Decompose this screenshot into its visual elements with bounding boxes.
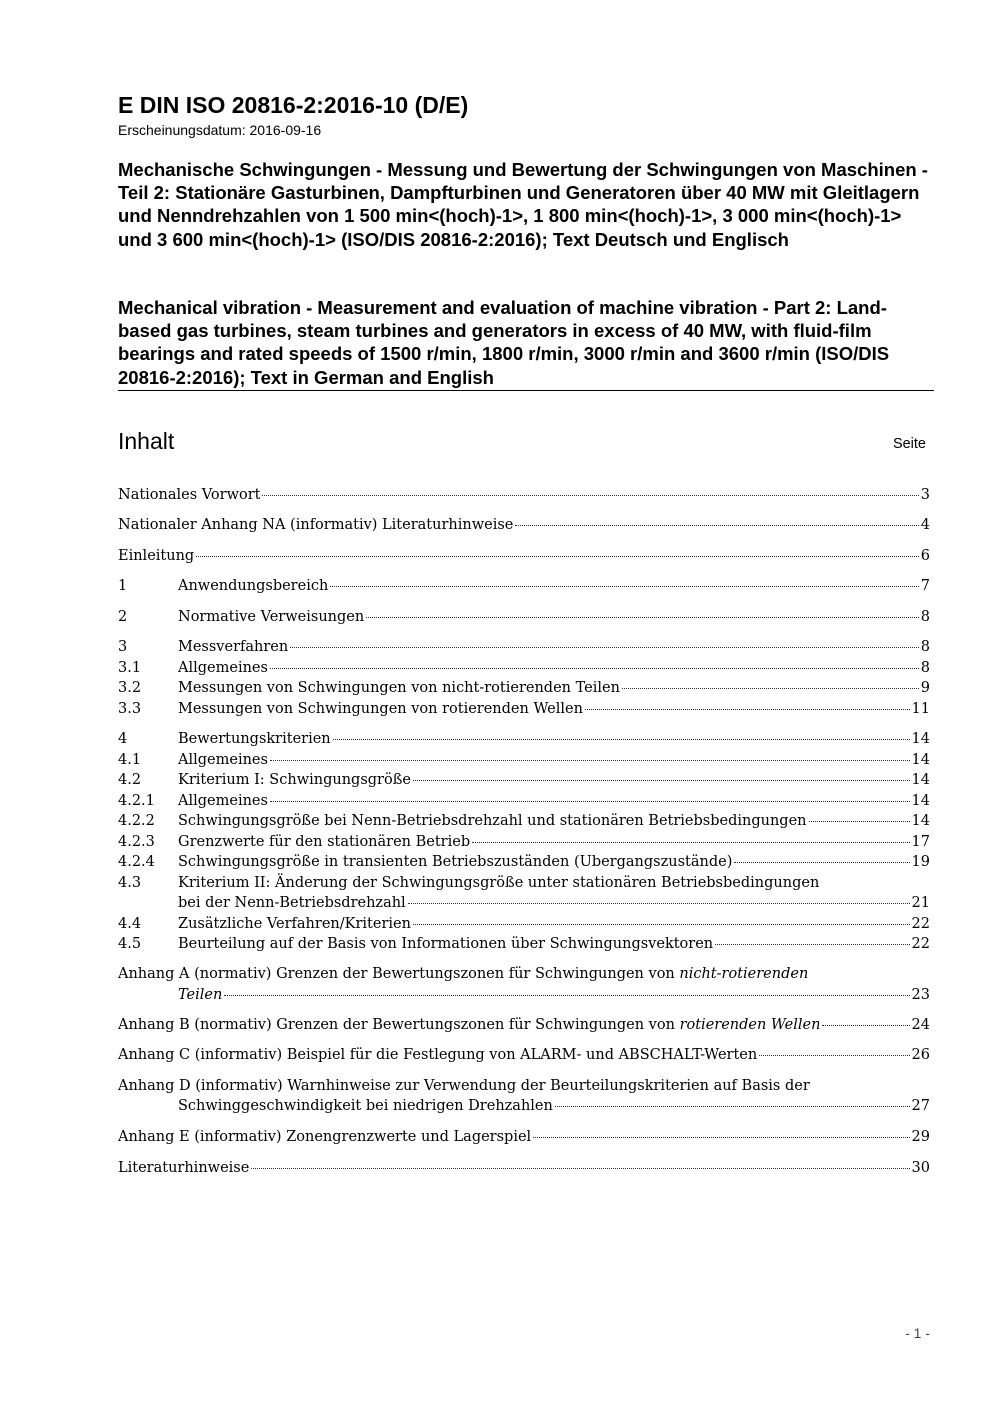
- toc-entry-page: 22: [911, 916, 930, 932]
- toc-entry-number: 4.2: [118, 772, 142, 788]
- title-german: Mechanische Schwingungen - Messung und Bewertung der Schwingungen von Maschinen - Teil 2: Stationäre Gasturbinen, Dampfturbinen und Generatoren über 40 MW mit Gleitlagern und Nenndrehzahlen von 1 500 min<(hoch)-1>, 1 800 min<(hoch)-1>, 3 000 min<(hoch)-1> und 3 600 min<(hoch)-1> (ISO/DIS 20816-2:2016); Text Deutsch und Englisch: [118, 159, 928, 250]
- toc-entry-page: 17: [911, 834, 930, 850]
- toc-entry-page: 8: [920, 660, 930, 676]
- toc-entry-page: 30: [911, 1160, 930, 1176]
- toc-entry-page: 3: [920, 487, 930, 503]
- toc-entry-text: Anhang C (informativ) Beispiel für die Festlegung von ALARM- und ABSCHALT-Werten: [118, 1047, 758, 1063]
- toc-entry[interactable]: [118, 517, 930, 536]
- toc-entry-number: 3.1: [118, 660, 142, 676]
- toc-heading: Inhalt: [118, 428, 175, 454]
- toc-leader: [366, 617, 919, 618]
- toc-entry-text: Kriterium I: Schwingungsgröße: [178, 772, 411, 788]
- toc-entry[interactable]: [118, 1160, 930, 1179]
- toc-entry-page: 6: [920, 548, 930, 564]
- toc-leader: [555, 1106, 910, 1107]
- toc-leader: [715, 944, 909, 945]
- toc-entry-text: Allgemeines: [178, 752, 268, 768]
- toc-entry-text: Messverfahren: [178, 639, 289, 655]
- toc-entry-text: Einleitung: [118, 548, 195, 564]
- toc-entry-text: Normative Verweisungen: [178, 609, 365, 625]
- toc-entry-text: Anwendungsbereich: [178, 578, 329, 594]
- toc-entry[interactable]: [118, 487, 930, 506]
- toc-entry-text: Schwingungsgröße bei Nenn-Betriebsdrehzahl und stationären Betriebsbedingungen: [178, 813, 807, 829]
- toc-leader: [224, 995, 909, 996]
- toc-entry[interactable]: [118, 639, 930, 658]
- toc-entry-number: 3: [118, 639, 128, 655]
- toc-entry-page: 14: [911, 772, 930, 788]
- toc-leader: [196, 556, 919, 557]
- title-divider: [118, 390, 934, 391]
- toc-entry-page: 4: [920, 517, 930, 533]
- toc-entry-page: 23: [911, 987, 930, 1003]
- toc-entry-text: Nationaler Anhang NA (informativ) Literaturhinweise: [118, 517, 514, 533]
- toc-entry-text: Anhang B (normativ) Grenzen der Bewertungszonen für Schwingungen von: [118, 1017, 680, 1033]
- toc-entry[interactable]: [118, 548, 930, 567]
- toc-entry-number: 4.2.1: [118, 793, 155, 809]
- toc-entry-text: Beurteilung auf der Basis von Informationen über Schwingungsvektoren: [178, 936, 714, 952]
- toc-entry-text: Kriterium II: Änderung der Schwingungsgröße unter stationären Betriebsbedingungen: [178, 875, 820, 891]
- toc-leader: [515, 525, 918, 526]
- toc-leader: [270, 668, 919, 669]
- toc-entry[interactable]: [118, 936, 930, 955]
- toc-entry-number: 4.2.4: [118, 854, 155, 870]
- toc-entry-text: Allgemeines: [178, 793, 268, 809]
- toc-entry[interactable]: [118, 660, 930, 679]
- toc-entry[interactable]: [118, 895, 930, 914]
- toc-entry[interactable]: [118, 1098, 930, 1117]
- toc-leader: [759, 1055, 909, 1056]
- toc-entry-number: 3.3: [118, 701, 142, 717]
- toc-entry-text: Grenzwerte für den stationären Betrieb: [178, 834, 471, 850]
- toc-entry-number: 4.2.2: [118, 813, 155, 829]
- toc-leader: [622, 688, 919, 689]
- toc-entry-number: 4.1: [118, 752, 142, 768]
- toc-entry-number: 4.2.3: [118, 834, 155, 850]
- document-title: E DIN ISO 20816-2:2016-10 (D/E): [118, 92, 469, 118]
- toc-leader: [533, 1137, 909, 1138]
- publication-date: Erscheinungsdatum: 2016-09-16: [118, 122, 322, 138]
- toc-leader: [809, 821, 910, 822]
- toc-leader: [330, 586, 918, 587]
- toc-entry-page: 24: [911, 1017, 930, 1033]
- toc-entry-text: Anhang A (normativ) Grenzen der Bewertungszonen für Schwingungen von: [118, 966, 680, 982]
- toc-entry[interactable]: [118, 793, 930, 812]
- toc-entry-number: 4: [118, 731, 128, 747]
- toc-entry-first-line: [118, 875, 930, 891]
- toc-entry-text: bei der Nenn-Betriebsdrehzahl: [178, 895, 406, 911]
- toc-entry[interactable]: [118, 1129, 930, 1148]
- toc-entry-page: 14: [911, 813, 930, 829]
- toc-entry-number: 4.5: [118, 936, 142, 952]
- page-number: - 1 -: [905, 1325, 930, 1341]
- toc-entry-page: 27: [911, 1098, 930, 1114]
- toc-entry-page: 29: [911, 1129, 930, 1145]
- toc-entry-page: 21: [911, 895, 930, 911]
- toc-leader: [734, 862, 909, 863]
- toc-leader: [270, 760, 910, 761]
- toc-leader: [290, 647, 919, 648]
- toc-leader: [822, 1025, 909, 1026]
- toc-entry[interactable]: [118, 813, 930, 832]
- toc-entry[interactable]: [118, 752, 930, 771]
- toc-entry-page: 14: [911, 752, 930, 768]
- title-english: Mechanical vibration - Measurement and evaluation of machine vibration - Part 2: Land-based gas turbines, steam turbines and generators in excess of 40 MW, with fluid-film bearings and rated speeds of 1500 r/min, 1800 r/min, 3000 r/min and 3600 r/min (ISO/DIS 20816-2:2016); Text in German and English: [118, 297, 890, 388]
- toc-entry[interactable]: [118, 680, 930, 699]
- toc-entry-page: 22: [911, 936, 930, 952]
- toc-entry[interactable]: [118, 609, 930, 628]
- toc-entry-text: Literaturhinweise: [118, 1160, 250, 1176]
- toc-entry-number: 4.4: [118, 916, 142, 932]
- toc-page-label: Seite: [892, 436, 926, 452]
- toc-entry-first-line: [118, 966, 930, 982]
- toc-entry[interactable]: [118, 731, 930, 750]
- toc-entry-text: Anhang E (informativ) Zonengrenzwerte und Lagerspiel: [118, 1129, 532, 1145]
- toc-entry-page: 8: [920, 609, 930, 625]
- toc-leader: [251, 1168, 909, 1169]
- toc-leader: [333, 739, 910, 740]
- toc-entry-number: 1: [118, 578, 128, 594]
- toc-leader: [472, 842, 909, 843]
- toc-entry-text: Anhang D (informativ) Warnhinweise zur Verwendung der Beurteilungskriterien auf Basis der: [118, 1078, 810, 1094]
- toc-entry-text: Nationales Vorwort: [118, 487, 261, 503]
- toc-entry-text-emphasis: rotierenden Wellen: [679, 1017, 821, 1033]
- toc-entry[interactable]: [118, 916, 930, 935]
- toc-entry-number: 3.2: [118, 680, 142, 696]
- toc-entry-text: Allgemeines: [178, 660, 268, 676]
- toc-leader: [413, 924, 910, 925]
- toc-entry-page: 11: [911, 701, 930, 717]
- toc-entry-text: Zusätzliche Verfahren/Kriterien: [178, 916, 411, 932]
- toc-entry-text: Messungen von Schwingungen von rotierenden Wellen: [178, 701, 583, 717]
- toc-entry[interactable]: [118, 854, 930, 873]
- toc-entry[interactable]: [118, 772, 930, 791]
- toc-entry[interactable]: [118, 701, 930, 720]
- toc-entry-page: 9: [920, 680, 930, 696]
- toc-entry-text: Messungen von Schwingungen von nicht-rotierenden Teilen: [178, 680, 620, 696]
- toc-leader: [262, 495, 918, 496]
- toc-entry-number: 4.3: [118, 875, 142, 891]
- toc-entry[interactable]: [118, 987, 930, 1006]
- toc-entry-page: 14: [911, 793, 930, 809]
- toc-entry-page: 8: [920, 639, 930, 655]
- toc-leader: [408, 903, 910, 904]
- toc-leader: [270, 801, 910, 802]
- toc-entry-text-emphasis: Teilen: [178, 987, 223, 1003]
- toc-entry-text-emphasis: nicht-rotierenden: [679, 966, 809, 982]
- toc-entry[interactable]: [118, 834, 930, 853]
- toc-entry-number: 2: [118, 609, 128, 625]
- toc-entry-page: 7: [920, 578, 930, 594]
- toc-entry-text: Bewertungskriterien: [178, 731, 331, 747]
- toc-leader: [413, 780, 910, 781]
- toc-entry[interactable]: [118, 578, 930, 597]
- toc-entry-page: 19: [911, 854, 930, 870]
- toc-entry-page: 26: [911, 1047, 930, 1063]
- toc-leader: [585, 709, 910, 710]
- toc-entry-first-line: [118, 1078, 930, 1094]
- toc-entry-text: Schwingungsgröße in transienten Betriebszuständen (Übergangszustände): [178, 854, 733, 870]
- toc-entry-text: Schwinggeschwindigkeit bei niedrigen Drehzahlen: [178, 1098, 553, 1114]
- toc-entry-page: 14: [911, 731, 930, 747]
- toc-entry[interactable]: [118, 1017, 930, 1036]
- toc-entry[interactable]: [118, 1047, 930, 1066]
